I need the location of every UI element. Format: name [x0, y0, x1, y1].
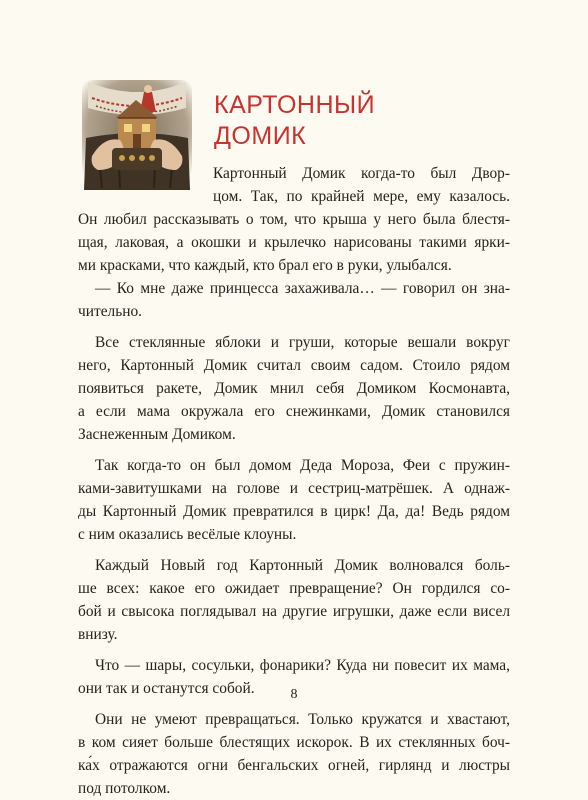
text-line: а если мама окружала его снежинками, Домик становился	[78, 403, 510, 420]
text-line: ми красками, что каждый, кто брал его в руки, улыбался.	[78, 257, 452, 274]
chapter-title	[214, 90, 375, 152]
text-line: с ним оказались весёлые клоуны.	[78, 526, 297, 543]
text-line: цом. Так, по крайней мере, ему казалось.	[213, 188, 510, 205]
text-line: Картонный Домик когда-то был Двор-	[213, 165, 510, 182]
text-line: Каждый Новый год Картонный Домик волновался боль-	[95, 557, 510, 574]
text-line: Заснеженным Домиком.	[78, 426, 236, 443]
text-line: ка́х отражаются огни бенгальских огней, гирлянд и люстры	[78, 757, 510, 774]
text-line: в ком сияет больше блестящих искорок. В их стеклянных боч-	[78, 734, 510, 751]
text-line: бой и свысока поглядывал на другие игрушки, даже если висел	[78, 603, 510, 620]
text-line: Он любил рассказывать о том, что крыша у него была блестя-	[78, 211, 510, 228]
text-line: Все стеклянные яблоки и груши, которые вешали вокруг	[95, 334, 510, 351]
text-line: ды Картонный Домик превратился в цирк! Да, да! Ведь рядом	[78, 503, 510, 520]
text-line: ше всех: какое его ожидает превращение? Он гордился со-	[78, 580, 510, 597]
text-line: под потолком.	[78, 780, 171, 797]
chapter-title-line-1: КАРТОННЫЙ	[214, 91, 376, 119]
text-line: Они не умеют превращаться. Только кружатся и хвастают,	[95, 711, 510, 728]
page-number: 8	[290, 687, 298, 702]
text-line: Что — шары, сосульки, фонарики? Куда ни повесит их мама,	[95, 657, 510, 674]
story-text	[78, 162, 510, 800]
text-line: внизу.	[78, 626, 118, 643]
text-line: ками-завитушками на голове и сестриц-матрёшек. А однаж-	[78, 480, 510, 497]
text-line: чительно.	[78, 303, 143, 320]
text-line: — Ко мне даже принцесса захаживала… — говорил он зна-	[95, 280, 510, 297]
chapter-title-line-2: ДОМИК	[214, 122, 307, 150]
text-line: щая, лаковая, а окошки и крылечко нарисованы такими ярки-	[78, 234, 510, 251]
text-line: они так и останутся собой.	[78, 680, 255, 697]
text-line: него, Картонный Домик считал своим садом. Стоило рядом	[78, 357, 510, 374]
text-line: Так когда-то он был домом Деда Мороза, Феи с пружин-	[95, 457, 510, 474]
text-line: появиться ракете, Домик мнил себя Домиком Космонавта,	[78, 380, 510, 397]
